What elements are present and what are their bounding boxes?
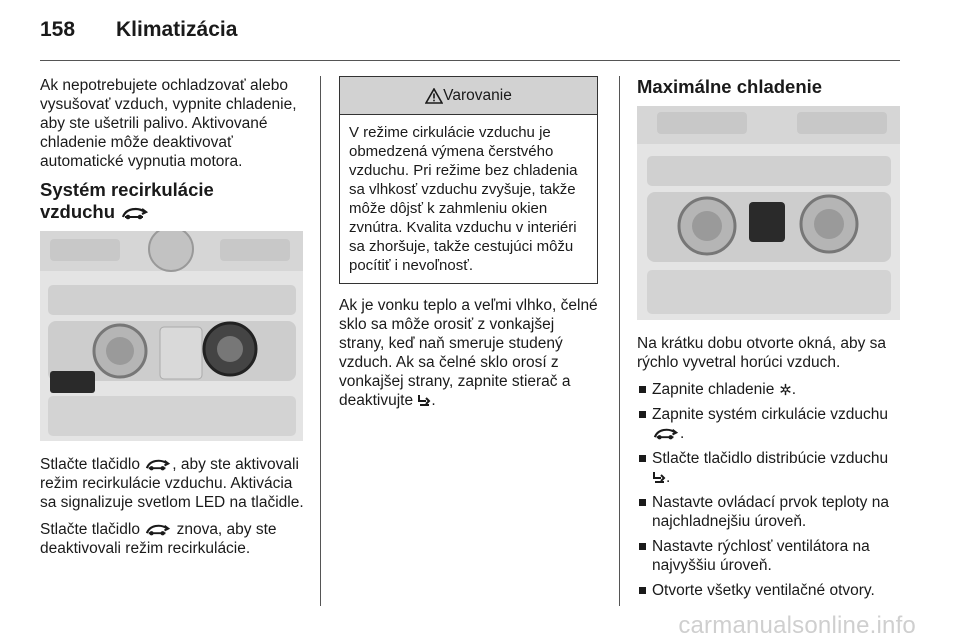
column-divider-2	[619, 76, 620, 606]
footwell-icon	[652, 470, 666, 484]
step-1-text: Zapnite chladenie	[652, 381, 775, 398]
recirculation-icon	[144, 458, 172, 471]
max-cooling-steps	[637, 380, 901, 600]
max-cooling-intro: Na krátku dobu otvorte okná, aby sa rýchlo vyvetral horúci vzduch.	[637, 335, 887, 371]
snowflake-icon	[779, 383, 792, 396]
warning-triangle-icon	[425, 88, 443, 104]
list-item: Zapnite systém cirkulácie vzduchu .	[637, 405, 901, 443]
climate-panel-photo-recirculation	[40, 231, 303, 441]
heading-line-2: vzduchu	[40, 201, 116, 222]
fogging-text: Ak je vonku teplo a veľmi vlhko, čelné sklo sa môže orosiť z vonkajšej strany, keď naň smeruje studený vzduch. Ak sa čelné sklo orosí z vonkajšej strany, zapnite stierač a deaktivujte	[339, 297, 598, 409]
p2-text-a: Stlačte tlačidlo	[40, 521, 140, 538]
page-number: 158	[40, 18, 76, 41]
fogging-paragraph: Ak je vonku teplo a veľmi vlhko, čelné sklo sa môže orosiť z vonkajšej strany, keď naň smeruje studený vzduch. Ak sa čelné sklo orosí z vonkajšej strany, zapnite stierač a deaktivujte .	[339, 297, 598, 409]
column-3	[637, 76, 901, 606]
recirculation-icon	[120, 206, 150, 220]
header-rule	[40, 60, 900, 61]
p2-text-b: znova, aby ste deaktivovali režim recirkulácie.	[40, 521, 277, 557]
list-item: Nastavte rýchlosť ventilátora na najvyššiu úroveň.	[637, 537, 901, 575]
recirculation-icon	[144, 523, 172, 536]
step-2-text: Zapnite systém cirkulácie vzduchu	[652, 406, 889, 423]
column-1	[40, 76, 305, 566]
section-heading-recirculation	[40, 179, 305, 223]
list-item: Stlačte tlačidlo distribúcie vzduchu .	[637, 449, 901, 487]
list-item: Zapnite chladenie .	[637, 380, 901, 399]
list-item: Nastavte ovládací prvok teploty na najchladnejšiu úroveň.	[637, 493, 901, 531]
list-item: Otvorte všetky ventilačné otvory.	[637, 581, 901, 600]
column-divider-1	[320, 76, 321, 606]
recirculation-off-paragraph	[40, 520, 305, 558]
p1-text-a: Stlačte tlačidlo	[40, 456, 140, 473]
recirculation-icon	[652, 427, 680, 440]
warning-header	[340, 77, 597, 115]
footwell-icon	[417, 393, 431, 407]
recirculation-on-paragraph	[40, 455, 305, 512]
column-2	[339, 76, 601, 418]
climate-panel-photo-max-cooling	[637, 106, 900, 320]
watermark: carmanualsonline.info	[678, 612, 916, 639]
warning-text: V režime cirkulácie vzduchu je obmedzená výmena čerstvého vzduchu. Pri režime bez chladenia sa vlhkosť vzduchu zvyšuje, takže môže dôjsť k zahmleniu okien zvnútra. Kvalita vzduchu v interiéri sa zhoršuje, takže cestujúci môžu pocítiť i nevoľnosť.	[349, 124, 578, 274]
warning-title: Varovanie	[443, 87, 512, 104]
intro-paragraph: Ak nepotrebujete ochladzovať alebo vysušovať vzduch, vypnite chladenie, aby ste ušetrili palivo. Aktivované chladenie môže deaktivovať automatické vypnutia motora.	[40, 77, 297, 170]
page-title: Klimatizácia	[116, 18, 238, 41]
p1-text-b: , aby ste aktivovali režim recirkulácie vzduchu. Aktivácia sa signalizuje svetlom LED na tlačidle.	[40, 456, 304, 511]
page-header	[40, 18, 237, 48]
section-heading-max-cooling: Maximálne chladenie	[637, 76, 823, 97]
heading-line-1: Systém recirkulácie	[40, 179, 214, 200]
warning-box	[339, 76, 598, 284]
step-3-text: Stlačte tlačidlo distribúcie vzduchu	[652, 450, 889, 467]
